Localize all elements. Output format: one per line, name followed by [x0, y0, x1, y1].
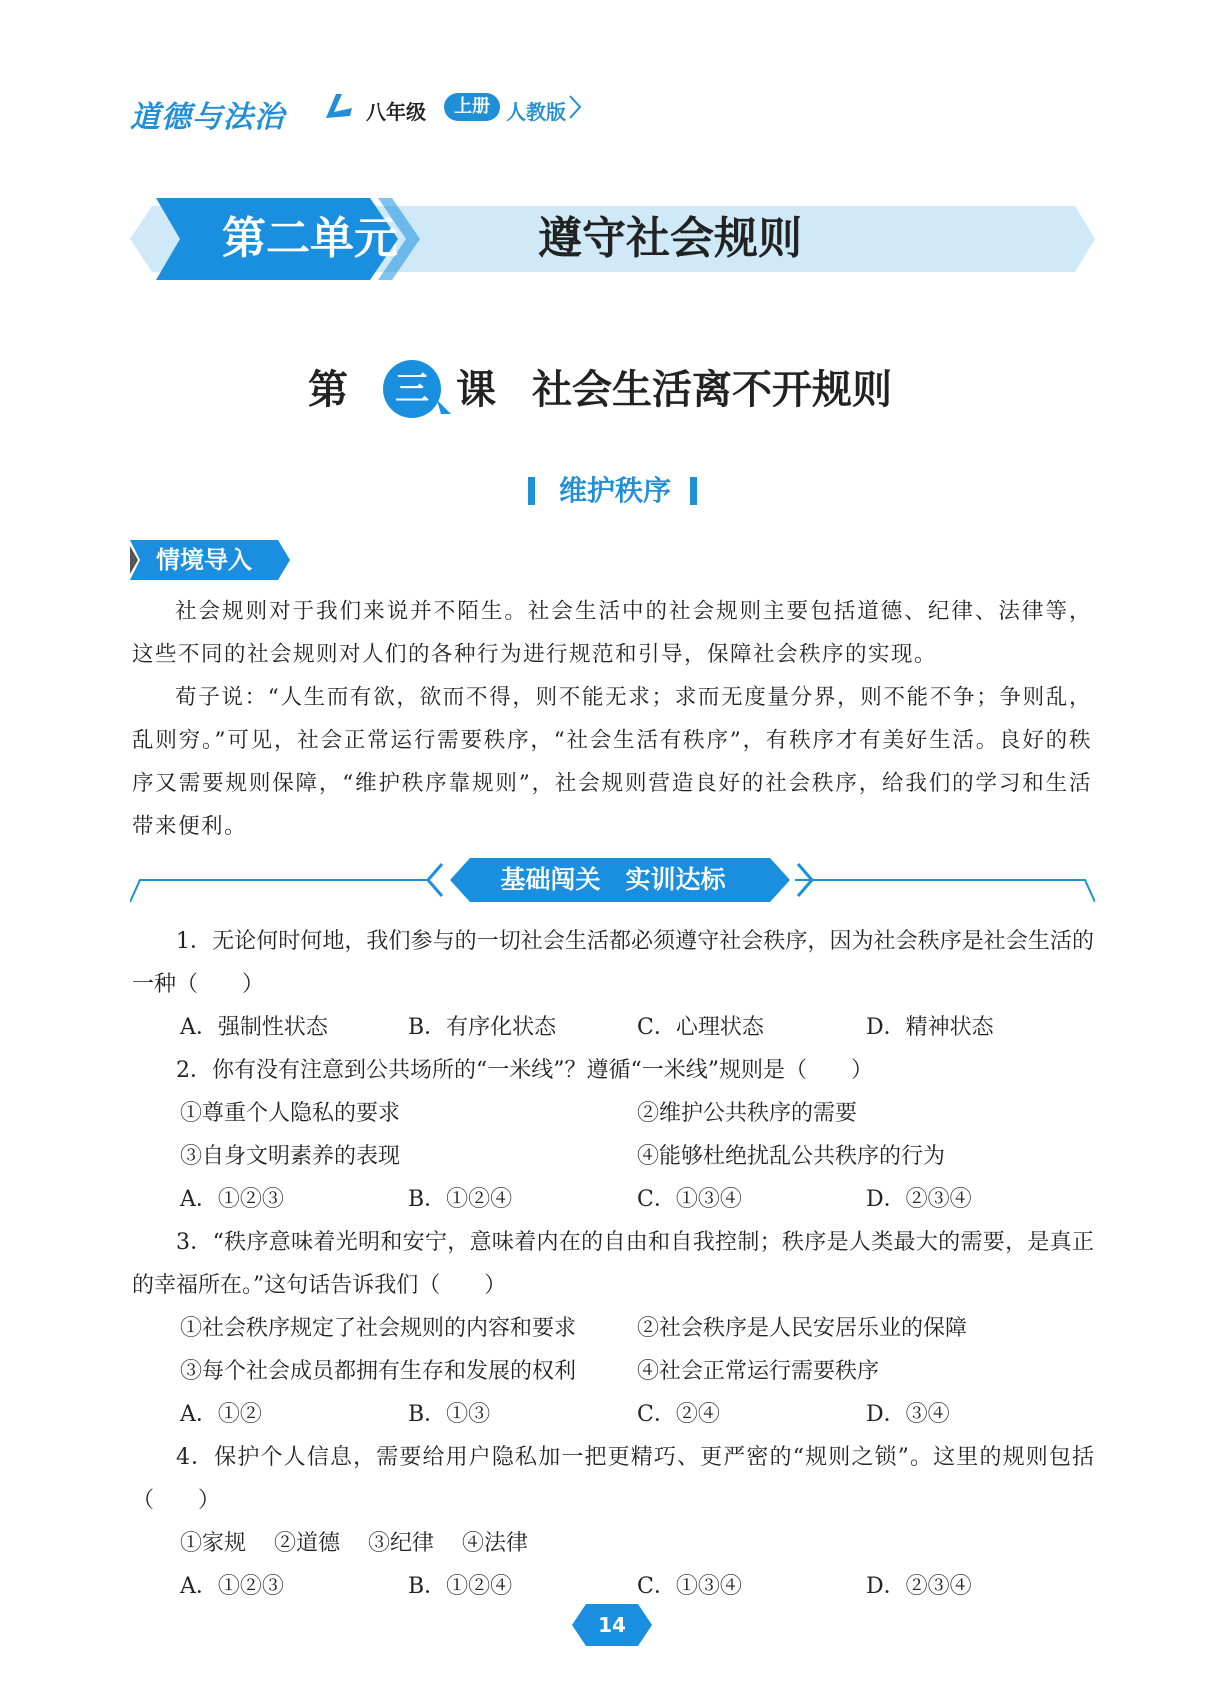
statement-item: ①家规 [180, 1531, 247, 1556]
question-stem: 1．无论何时何地，我们参与的一切社会生活都必须遵守社会秩序，因为社会秩序是社会生活的一种（ ） [132, 929, 1094, 997]
statement-item: ①尊重个人隐私的要求 [180, 1101, 401, 1126]
section-bar-right [690, 477, 697, 505]
page-number: 14 [598, 1613, 626, 1637]
statement-item: ④能够杜绝扰乱公共秩序的行为 [637, 1144, 946, 1169]
choice-d: D．③④ [866, 1402, 950, 1427]
choice-c: C．①③④ [637, 1574, 742, 1599]
statement-item: ②社会秩序是人民安居乐业的保障 [637, 1316, 968, 1341]
statement-item: ④法律 [462, 1531, 529, 1556]
unit-number: 第二单元 [222, 213, 398, 264]
choice-b: B．①②④ [408, 1574, 513, 1599]
choice-a: A．强制性状态 [180, 1015, 328, 1040]
question-stem: 3．“秩序意味着光明和安宁，意味着内在的自由和自我控制；秩序是人类最大的需要，是真正的幸福所在。”这句话告诉我们（ ） [132, 1230, 1094, 1298]
lesson-suffix: 课 [456, 366, 496, 413]
choice-a: A．①②③ [180, 1187, 284, 1212]
choice-d: D．②③④ [866, 1187, 972, 1212]
choice-d: D．精神状态 [866, 1015, 994, 1040]
choice-a: A．①② [180, 1402, 262, 1427]
choice-b: B．有序化状态 [408, 1015, 557, 1040]
choice-d: D．②③④ [866, 1574, 972, 1599]
choice-c: C．①③④ [637, 1187, 742, 1212]
chevron-right-icon [568, 94, 582, 120]
choice-a: A．①②③ [180, 1574, 284, 1599]
intro-paragraph: 社会规则对于我们来说并不陌生。社会生活中的社会规则主要包括道德、纪律、法律等，这些不同的社会规则对人们的各种行为进行规范和引导，保障社会秩序的实现。 [132, 599, 1092, 667]
statement-item: ②维护公共秩序的需要 [637, 1101, 858, 1126]
unit-title: 遵守社会规则 [538, 213, 802, 264]
intro-tag-label: 情境导入 [156, 546, 252, 574]
choice-c: C．②④ [637, 1402, 720, 1427]
series-brand: 道德与法治 [130, 100, 285, 135]
choice-c: C．心理状态 [637, 1015, 764, 1040]
section-bar-left [528, 477, 535, 505]
statement-item: ④社会正常运行需要秩序 [637, 1359, 880, 1384]
volume-badge: 上册 [444, 93, 500, 121]
statement-item: ③自身文明素养的表现 [180, 1144, 401, 1169]
choice-b: B．①②④ [408, 1187, 513, 1212]
section-title: 维护秩序 [558, 474, 671, 507]
lesson-prefix: 第 [308, 366, 348, 413]
intro-paragraph: 荀子说：“人生而有欲，欲而不得，则不能无求；求而无度量分界，则不能不争；争则乱，乱则穷。”可见，社会正常运行需要秩序，“社会生活有秩序”，有秩序才有美好生活。良好的秩序又需要规则保障，“维护秩序靠规则”，社会规则营造良好的社会秩序，给我们的学习和生活带来便利。 [132, 685, 1092, 839]
lesson-number-badge: 三 [383, 360, 441, 418]
lesson-title: 社会生活离不开规则 [532, 366, 892, 413]
question-stem: 4．保护个人信息，需要给用户隐私加一把更精巧、更严密的“规则之锁”。这里的规则包括（ ） [132, 1445, 1094, 1513]
statement-item: ②道德 [274, 1531, 341, 1556]
choice-b: B．①③ [408, 1402, 491, 1427]
badge-tail-icon [437, 400, 451, 414]
grade-label: 八年级 [366, 100, 426, 124]
practice-title: 基础闯关 实训达标 [500, 865, 726, 894]
statement-item: ③每个社会成员都拥有生存和发展的权利 [180, 1359, 577, 1384]
edition-label: 人教版 [506, 100, 566, 124]
brand-flag-icon [322, 90, 356, 120]
statement-item: ①社会秩序规定了社会规则的内容和要求 [180, 1316, 577, 1341]
question-stem: 2．你有没有注意到公共场所的“一米线”？遵循“一米线”规则是（ ） [176, 1058, 873, 1083]
statement-item: ③纪律 [368, 1531, 435, 1556]
